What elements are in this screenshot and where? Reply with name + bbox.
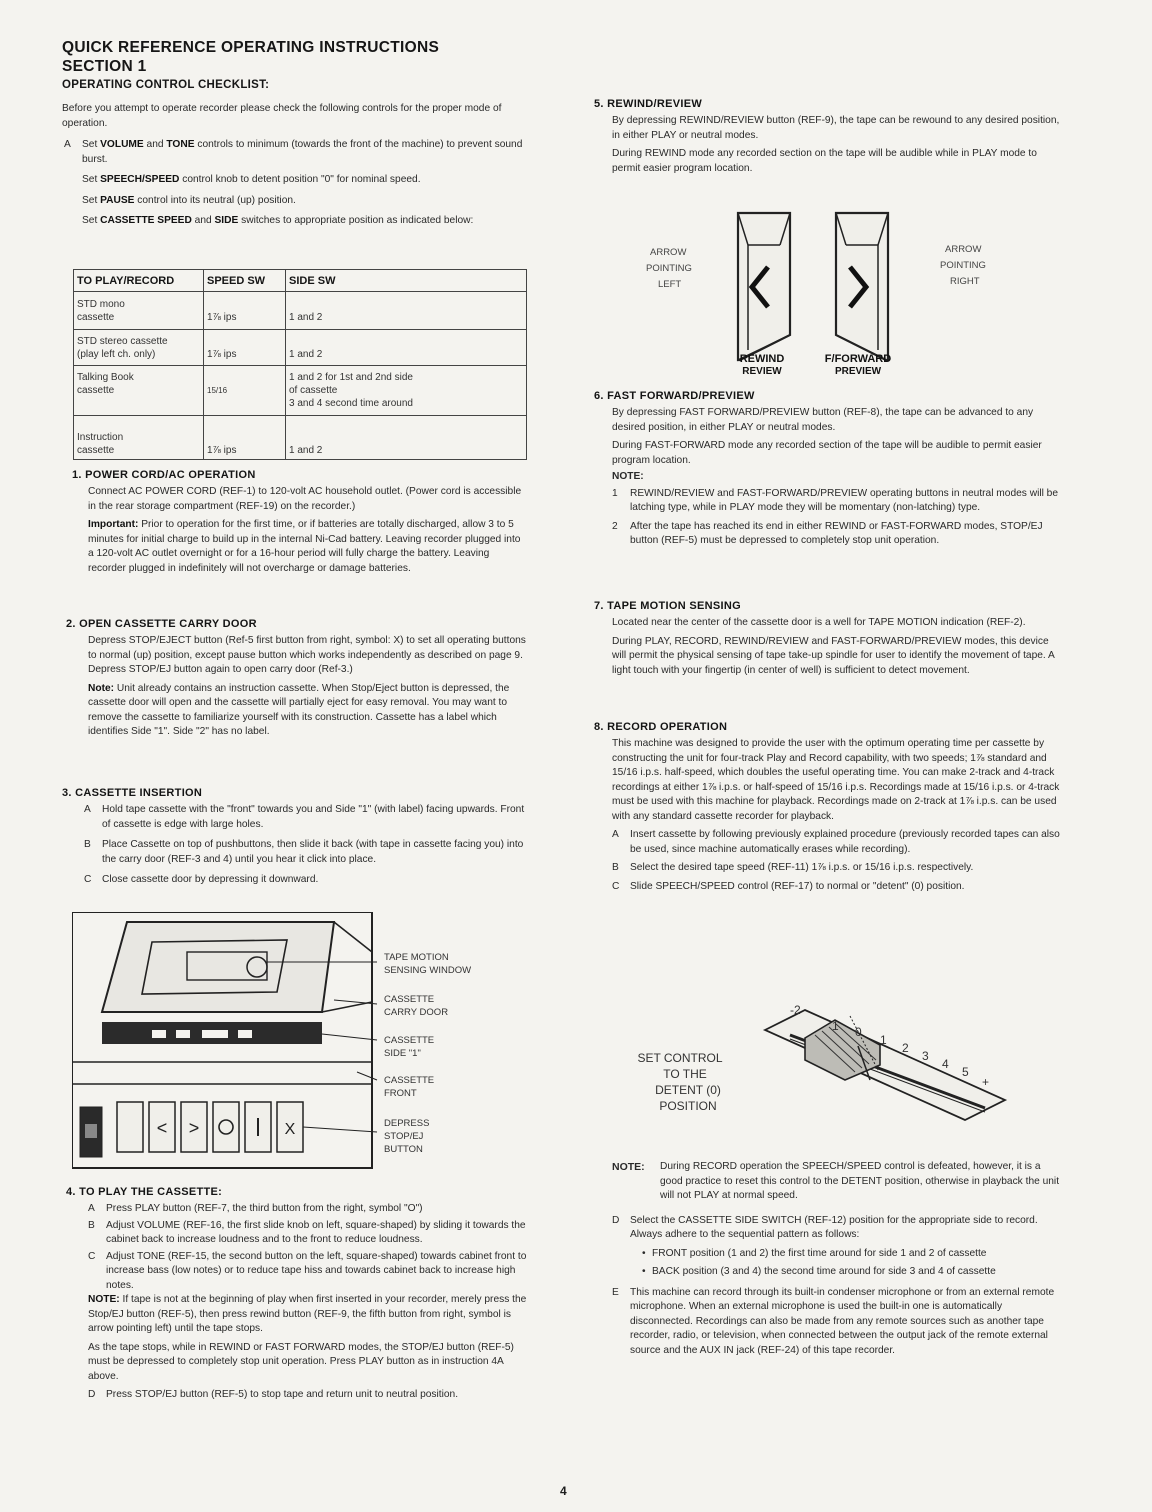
scale-label: 1 [832,1019,839,1033]
label-arrow-right: ARROW [945,244,982,255]
section-open-door: 2. OPEN CASSETTE CARRY DOOR Depress STOP/EJECT button (Ref-5 first button from right, symbol: X) to set all operating buttons to normal (up) position, except pause button which works independently as described on page 9. Depress STOP/EJ button again to open carry door (Ref-3.) Note: Unit already contains an instruction cassette. When Stop/Eject button is depressed, the cassette door will open and the cassette will partially eject for easy removal. You may want to remove the cassette to familiarize yourself with its construction. Cassette has a label which identifies Side "1". Side "2" has no label. [66,617,528,740]
bullet-item: • FRONT position (1 and 2) the first time around for side 1 and 2 of cassette [642,1247,1060,1262]
scale-label: 1 [880,1033,887,1047]
section-cassette-insertion [62,786,528,888]
bullet-icon: • [642,1266,646,1277]
list-item: 1 REWIND/REVIEW and FAST-FORWARD/PREVIEW operating buttons in neutral modes will be latching type, while in PLAY mode they will be momentary (non-latching) type. [612,487,1059,513]
scale-label: 5 [962,1065,969,1079]
section-record: 8. RECORD OPERATION This machine was designed to provide the user with the optimum operating time per cassette by constructing the unit for four-track Play and Record capability, with two speeds; 1⅞ standard and 15/16 i.p.s. half-speed, which doubles the useful operating time. You can make 2-track and 4-track recordings at either 1⅞ i.p.s. or half-speed of 15/16 i.p.s. Recordings made at 15/16 i.p.s. or 4-track must be used with this machine for playback. Recordings made on 2-track at 1⅞ i.p.s. can be used with any standard cassette recorder for playback. A Insert cassette by following previously explained procedure (previously recorded tapes can also be used, since machine automatically erases while recording). B Select the desired tape speed (REF-11) 1⅞ i.p.s. or 15/16 i.p.s. respectively. C Slide SPEECH/SPEED control (REF-17) to normal or "detent" (0) position. [594,720,1060,894]
svg-text:TO THE: TO THE [663,1067,707,1081]
table-row: Instruction cassette 1⅞ ips 1 and 2 [74,416,527,460]
callout-carry-door: CASSETTE [384,994,435,1005]
table-row: STD mono cassette 1⅞ ips 1 and 2 [74,292,527,330]
label-arrow-left: ARROW [650,247,687,258]
scale-label: + [982,1075,990,1089]
list-item: 2 After the tape has reached its end in either REWIND or FAST-FORWARD modes, STOP/EJ button (REF-5) must be depressed to completely stop unit operation. [612,520,1043,546]
svg-text:SENSING WINDOW: SENSING WINDOW [384,965,472,976]
list-item: B Place Cassette on top of pushbuttons, then slide it back (with tape in cassette facing you) into the carry door (REF-3 and 4) until you hear it click into place. [84,839,524,865]
svg-text:RIGHT: RIGHT [950,276,980,287]
scale-label: 0 [855,1025,862,1039]
item-label: A [64,139,71,150]
table-header: SPEED SW [204,270,286,292]
section-heading: 7. TAPE MOTION SENSING [594,600,741,612]
section-heading: 1. POWER CORD/AC OPERATION [72,469,256,481]
section-rewind: 5. REWIND/REVIEW By depressing REWIND/REVIEW button (REF-9), the tape can be rewound to any desired position, in either PLAY or neutral modes. During REWIND mode any recorded section on the tape will be audible while in PLAY mode to permit easier program location. [594,98,1060,174]
table-row: Talking Book cassette 15/16 1 and 2 for 1st and 2nd side of cassette 3 and 4 second time around [74,366,527,416]
caption-fforward: F/FORWARD [824,353,892,365]
play-button [213,1102,239,1152]
svg-text:BUTTON: BUTTON [384,1144,423,1155]
section-heading: 5. REWIND/REVIEW [594,98,703,110]
svg-text:CARRY DOOR: CARRY DOOR [384,1007,449,1018]
section-tape-motion: 7. TAPE MOTION SENSING Located near the center of the cassette door is a well for TAPE MOTION indication (REF-2). During PLAY, RECORD, REWIND/REVIEW and FAST-FORWARD/PREVIEW modes, this device will permit the physical sensing of tape take-up spindle for user to identify the movement of tape. A light touch with your fingertip (in center of well) is sufficient to detect movement. [594,599,1060,678]
svg-text:PREVIEW: PREVIEW [834,366,882,377]
fast-forward-preview-button [836,213,888,360]
arrow-buttons-figure [640,205,1020,380]
section-heading: 6. FAST FORWARD/PREVIEW [594,390,755,402]
page-title: QUICK REFERENCE OPERATING INSTRUCTIONS [62,39,440,56]
section-fast-forward: 6. FAST FORWARD/PREVIEW By depressing FAST FORWARD/PREVIEW button (REF-8), the tape can be advanced to any desired position, in either PLAY or neutral modes. During FAST-FORWARD mode any recorded section of the tape will be audible to permit easier program location. NOTE: 1 REWIND/REVIEW and FAST-FORWARD/PREVIEW operating buttons in neutral modes will be latching type, while in PLAY mode they will be momentary (non-latching) type. 2 After the tape has reached its end in either REWIND or FAST-FORWARD modes, STOP/EJ button (REF-5) must be depressed to completely stop unit operation. [594,389,1060,549]
section-play-cassette: 4. TO PLAY THE CASSETTE: A Press PLAY button (REF-7, the third button from the right, symbol "O") B Adjust VOLUME (REF-16, the first slide knob on left, square-shaped) by sliding it towards the cabinet back to increase loudness and to the front to reduce loudness. C Adjust TONE (REF-15, the second button on the left, square-shaped) towards cabinet front to increase bass (low notes) or to reduce tape hiss and towards cabinet back to increase high notes. NOTE: If tape is not at the beginning of play when first inserted in your recorder, merely press the Stop/EJ button (REF-5), then press rewind button (REF-9, the fifth button from right, symbol is arrow pointing left) until the tape stops. As the tape stops, while in REWIND or FAST FORWARD modes, the STOP/EJ button (REF-5) must be depressed to completely stop unit operation. Press PLAY button as in instruction 4A above. D Press STOP/EJ button (REF-5) to stop tape and return unit to neutral position. [66,1185,528,1403]
svg-text:POSITION: POSITION [659,1099,717,1113]
intro-paragraph: Before you attempt to operate recorder please check the following controls for the proper mode of operation. [62,103,502,129]
table-row: STD stereo cassette (play left ch. only) 1⅞ ips 1 and 2 [74,330,527,366]
svg-text:POINTING: POINTING [940,260,986,271]
list-item: B Select the desired tape speed (REF-11) 1⅞ i.p.s. or 15/16 i.p.s. respectively. [612,862,974,873]
svg-text:LEFT: LEFT [658,279,682,290]
callout-front: CASSETTE [384,1075,435,1086]
title-block [62,38,439,91]
bullet-icon: • [642,1247,646,1259]
speech-speed-slider-figure [630,1000,1030,1125]
svg-text:STOP/EJ: STOP/EJ [384,1131,424,1142]
list-item: C Adjust TONE (REF-15, the second button on the left, square-shaped) towards cabinet front to increase bass (low notes) or to reduce tape hiss and towards cabinet back to increase high notes. [88,1250,527,1291]
list-item: A Insert cassette by following previously explained procedure (previously recorded tapes can also be used, since machine automatically erases while recording). [612,829,1060,855]
callout-side-1: CASSETTE [384,1035,435,1046]
section-heading: 3. CASSETTE INSERTION [62,787,203,799]
section-heading: 4. TO PLAY THE CASSETTE: [66,1186,223,1198]
scale-label: 4 [942,1057,949,1071]
section-title: SECTION 1 [62,58,147,75]
record-note-and-items [612,1160,1060,1358]
list-item: C Slide SPEECH/SPEED control (REF-17) to normal or "detent" (0) position. [612,880,965,892]
list-item: D Select the CASSETTE SIDE SWITCH (REF-12) position for the appropriate side to record. Always adhere to the sequential pattern as follows: [612,1214,1038,1240]
table-header: TO PLAY/RECORD [74,270,204,292]
page-number: 4 [560,1484,567,1498]
button-blank-1 [117,1102,143,1152]
callout-tape-motion: TAPE MOTION [384,952,449,963]
section-heading: 8. RECORD OPERATION [594,721,728,733]
rewind-arrow-icon: < [156,1118,168,1138]
carry-door [102,922,334,1012]
stop-x-icon: X [284,1121,296,1138]
scale-label: 2 [902,1041,909,1055]
note-block: NOTE: During RECORD operation the SPEECH/SPEED control is defeated, however, it is a good practice to reset this control to the DETENT position, otherwise in playback the unit will not PLAY at normal speed. [612,1161,1060,1201]
list-item: A Hold tape cassette with the "front" towards you and Side "1" (with label) facing upwards. Front of cassette is edge with large holes. [84,804,525,830]
scale-label: -2 [790,1003,801,1017]
svg-text:SIDE "1": SIDE "1" [384,1048,421,1059]
list-item: D Press STOP/EJ button (REF-5) to stop tape and return unit to neutral position. [88,1389,459,1400]
list-item: A Press PLAY button (REF-7, the third button from the right, symbol "O") [88,1203,423,1214]
section-power-cord: 1. POWER CORD/AC OPERATION Connect AC POWER CORD (REF-1) to 120-volt AC household outlet. (Power cord is accessible in the rear storage compartment (REF-19) on the recorder.) Important: Prior to operation for the first time, or if batteries are totally discharged, allow 3 to 5 minutes for initial charge to build up in the internal Ni-Cad battery. Leaving recorder plugged into a 120-volt AC outlet overnight or for a 16-hour period will fully charge the battery. Leaving recorder plugged in indefinitely will not overcharge or damage batteries. [72,468,528,576]
svg-text:REVIEW: REVIEW [742,366,782,377]
speed-side-table [73,269,527,460]
svg-text:DETENT (0): DETENT (0) [655,1083,721,1097]
recorder-diagram [72,912,528,1170]
slider-label: SET CONTROL [637,1051,723,1065]
callout-stop-ej: DEPRESS [384,1118,430,1129]
scale-label: 3 [922,1049,929,1063]
caption-rewind: REWIND [739,353,785,365]
svg-text:POINTING: POINTING [646,263,692,274]
svg-text:FRONT: FRONT [384,1088,417,1099]
forward-arrow-icon: > [188,1118,200,1138]
bullet-item: • BACK position (3 and 4) the second time around for side 3 and 4 of cassette [642,1265,1060,1280]
section-heading: 2. OPEN CASSETTE CARRY DOOR [66,618,257,630]
table-header: SIDE SW [286,270,527,292]
checklist-heading: OPERATING CONTROL CHECKLIST: [62,79,270,91]
list-item: C Close cassette door by depressing it downward. [84,874,319,885]
checklist-item-a: A Set VOLUME and TONE controls to minimum (towards the front of the machine) to prevent sound burst. Set SPEECH/SPEED control knob to detent position "0" for nominal speed. Set PAUSE control into its neutral (up) position. Set CASSETTE SPEED and SIDE switches to appropriate position as indicated below: [64,138,528,229]
list-item: E This machine can record through its built-in condenser microphone or from an external remote microphone. When an external microphone is used the built-in one is automatically disconnected. Recordings can also be made from any remote sources such as another tape recorder, radio, or television, when connected between the output jack of the remote external source and the AUX IN jack (REF-24) of this tape recorder. [612,1286,1055,1356]
list-item: B Adjust VOLUME (REF-16, the first slide knob on left, square-shaped) by sliding it towards the cabinet back to increase loudness and to the front to reduce loudness. [88,1219,526,1245]
